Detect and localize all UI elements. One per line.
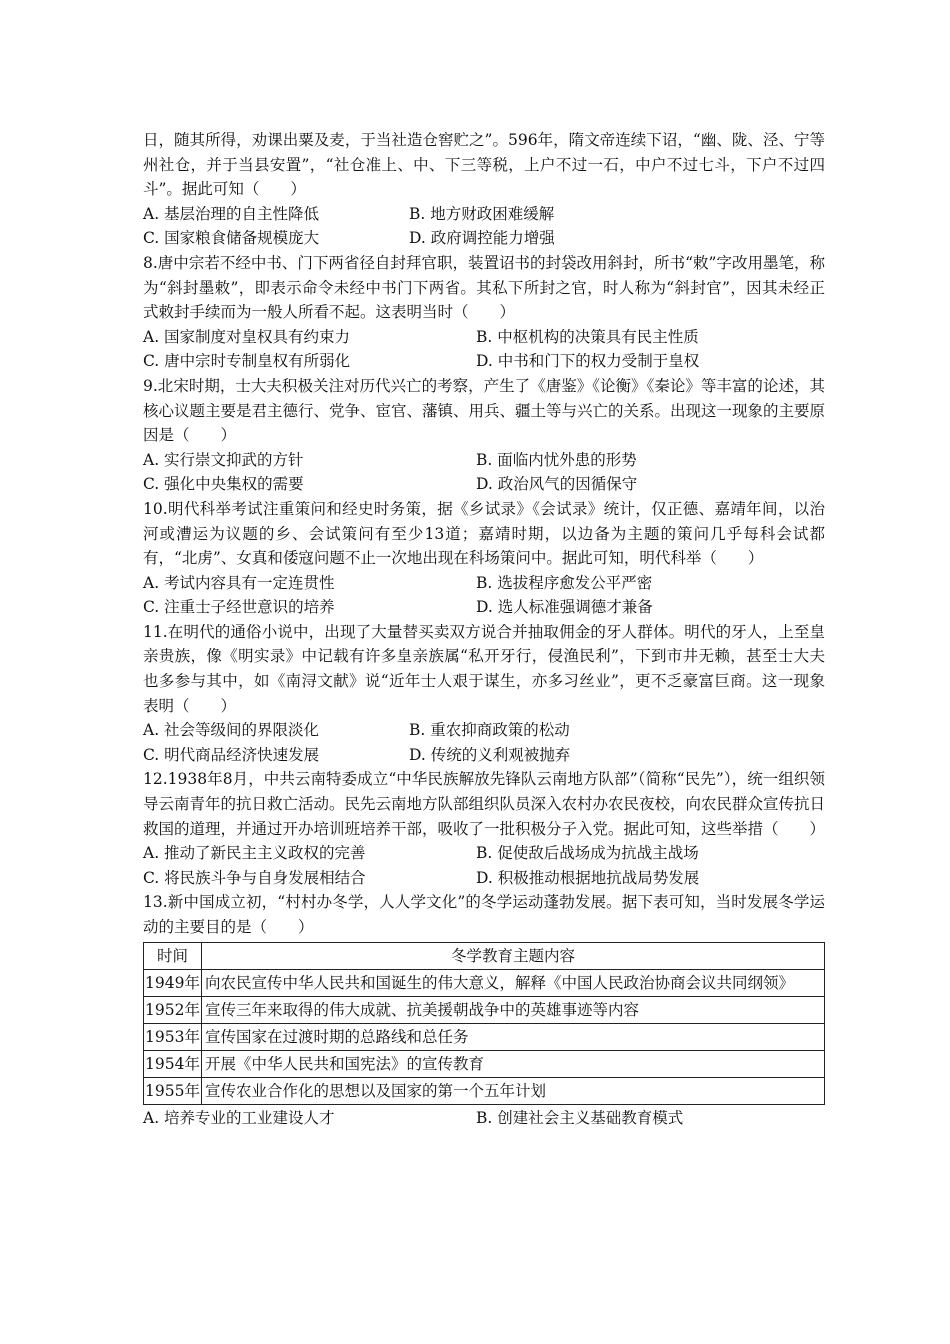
options-row — [143, 349, 825, 374]
options-row — [143, 448, 825, 473]
table-row — [144, 996, 825, 1023]
options-row — [143, 325, 825, 350]
question-stem: 12.1938年8月，中共云南特委成立“中华民族解放先锋队云南地方队部”（简称“民先”），统一组织领导云南青年的抗日救亡活动。民先云南地方队部组织队员深入农村办农民夜校，向农民群众宣传抗日救国的道理，并通过开办培训班培养干部，吸收了一批积极分子入党。据此可知，这些举措（ ） — [143, 770, 826, 838]
option-d: D. 选人标准强调德才兼备 — [476, 598, 653, 617]
table-header-time: 时间 — [144, 942, 202, 969]
table-row — [144, 969, 825, 996]
options-row — [143, 202, 825, 227]
option-a: A. 社会等级间的界限淡化 — [143, 721, 320, 740]
options-row — [143, 866, 825, 891]
question-stem: 8.唐中宗若不经中书、门下两省径自封拜官职，装置诏书的封袋改用斜封，所书“敕”字改用墨笔，称为“斜封墨敕”，即表示命令未经中书门下两省。其私下所封之官，时人称为“斜封官”，因其未经正式敕封手续而为一般人所看不起。这表明当时（ ） — [143, 253, 825, 322]
question-stem: 日，随其所得，劝课出粟及麦，于当社造仓窖贮之”。596年，隋文帝连续下诏，“幽、陇、泾、宁等州社仓，并于当县安置”，“社仓准上、中、下三等税，上户不过一石，中户不过七斗，下户不过四斗”。据此可知（ ） — [143, 131, 825, 199]
option-a: A. 国家制度对皇权具有约束力 — [143, 327, 351, 346]
option-a: A. 推动了新民主主义政权的完善 — [143, 844, 366, 863]
option-d: D. 政治风气的因循保守 — [476, 475, 638, 494]
option-b: B. 地方财政困难缓解 — [409, 204, 555, 223]
options-row — [143, 718, 825, 743]
options-row — [143, 595, 825, 620]
table-cell-year: 1952年 — [144, 996, 202, 1023]
table-cell-content: 宣传农业合作化的思想以及国家的第一个五年计划 — [201, 1077, 824, 1104]
option-b: B. 创建社会主义基础教育模式 — [476, 1108, 684, 1127]
options-row — [143, 472, 825, 497]
table-cell-content: 宣传三年来取得的伟大成就、抗美援朝战争中的英雄事迹等内容 — [201, 996, 824, 1023]
table-cell-year: 1954年 — [144, 1050, 202, 1077]
option-b: B. 重农抑商政策的松动 — [409, 721, 570, 740]
option-d: D. 中书和门下的权力受制于皇权 — [476, 352, 700, 371]
option-a: A. 实行崇文抑武的方针 — [143, 450, 304, 469]
option-a: A. 培养专业的工业建设人才 — [143, 1108, 335, 1127]
winter-school-table — [143, 942, 825, 1105]
table-cell-content: 开展《中华人民共和国宪法》的宣传教育 — [201, 1050, 824, 1077]
table-cell-year: 1955年 — [144, 1077, 202, 1104]
options-row — [143, 841, 825, 866]
question-stem: 10.明代科举考试注重策问和经史时务策，据《乡试录》《会试录》统计，仅正德、嘉靖年间，以治河或漕运为议题的乡、会试策问有至少13道；嘉靖时期，以边备为主题的策问几乎每科会试都有，“北虏”、女真和倭寇问题不止一次地出现在科场策问中。据此可知，明代科举（ ） — [143, 499, 825, 568]
table-cell-content: 宣传国家在过渡时期的总路线和总任务 — [201, 1023, 824, 1050]
question-7-continuation — [143, 128, 825, 251]
question-stem: 13.新中国成立初，“村村办冬学，人人学文化”的冬学运动蓬勃发展。据下表可知，当时发展冬学运动的主要目的是（ ） — [143, 893, 825, 936]
question-13 — [143, 890, 825, 1130]
exam-page — [143, 128, 825, 1130]
table-cell-year: 1949年 — [144, 969, 202, 996]
table-row — [144, 1077, 825, 1104]
option-b: B. 面临内忧外患的形势 — [476, 450, 637, 469]
option-c: C. 国家粮食储备规模庞大 — [143, 229, 320, 248]
option-c: C. 强化中央集权的需要 — [143, 475, 304, 494]
options-row — [143, 226, 825, 251]
question-8 — [143, 251, 825, 374]
table-cell-year: 1953年 — [144, 1023, 202, 1050]
option-a: A. 考试内容具有一定连贯性 — [143, 573, 335, 592]
table-row — [144, 1023, 825, 1050]
option-c: C. 唐中宗时专制皇权有所弱化 — [143, 352, 351, 371]
option-d: D. 政府调控能力增强 — [409, 229, 555, 248]
question-stem: 11.在明代的通俗小说中，出现了大量替买卖双方说合并抽取佣金的牙人群体。明代的牙人，上至皇亲贵族，像《明实录》中记载有许多皇亲族属“私开牙行，侵渔民利”，下到市井无赖，甚至士大夫也多参与其中，如《南浔文献》说“近年士人艰于谋生，亦多习丝业”，更不乏豪富巨商。这一现象表明（ ） — [143, 622, 825, 715]
question-stem: 9.北宋时期，士大夫积极关注对历代兴亡的考察，产生了《唐鉴》《论衡》《秦论》等丰富的论述，其核心议题主要是君主德行、党争、宦官、藩镇、用兵、疆土等与兴亡的关系。出现这一现象的主要原因是（ ） — [143, 376, 826, 445]
question-11 — [143, 620, 825, 768]
table-header-row — [144, 942, 825, 969]
option-d: D. 积极推动根据地抗战局势发展 — [476, 868, 700, 887]
question-10 — [143, 497, 825, 620]
option-a: A. 基层治理的自主性降低 — [143, 204, 320, 223]
options-row — [143, 571, 825, 596]
question-9 — [143, 374, 825, 497]
option-b: B. 促使敌后战场成为抗战主战场 — [476, 844, 699, 863]
table-header-content: 冬学教育主题内容 — [201, 942, 824, 969]
option-c: C. 将民族斗争与自身发展相结合 — [143, 868, 366, 887]
option-b: B. 选拔程序愈发公平严密 — [476, 573, 653, 592]
option-b: B. 中枢机构的决策具有民主性质 — [476, 327, 699, 346]
option-c: C. 明代商品经济快速发展 — [143, 745, 320, 764]
table-row — [144, 1050, 825, 1077]
option-d: D. 传统的义利观被抛弃 — [409, 745, 571, 764]
option-c: C. 注重士子经世意识的培养 — [143, 598, 335, 617]
options-row — [143, 743, 825, 768]
options-row — [143, 1106, 825, 1131]
question-12 — [143, 767, 825, 890]
table-cell-content: 向农民宣传中华人民共和国诞生的伟大意义，解释《中国人民政治协商会议共同纲领》 — [201, 969, 824, 996]
